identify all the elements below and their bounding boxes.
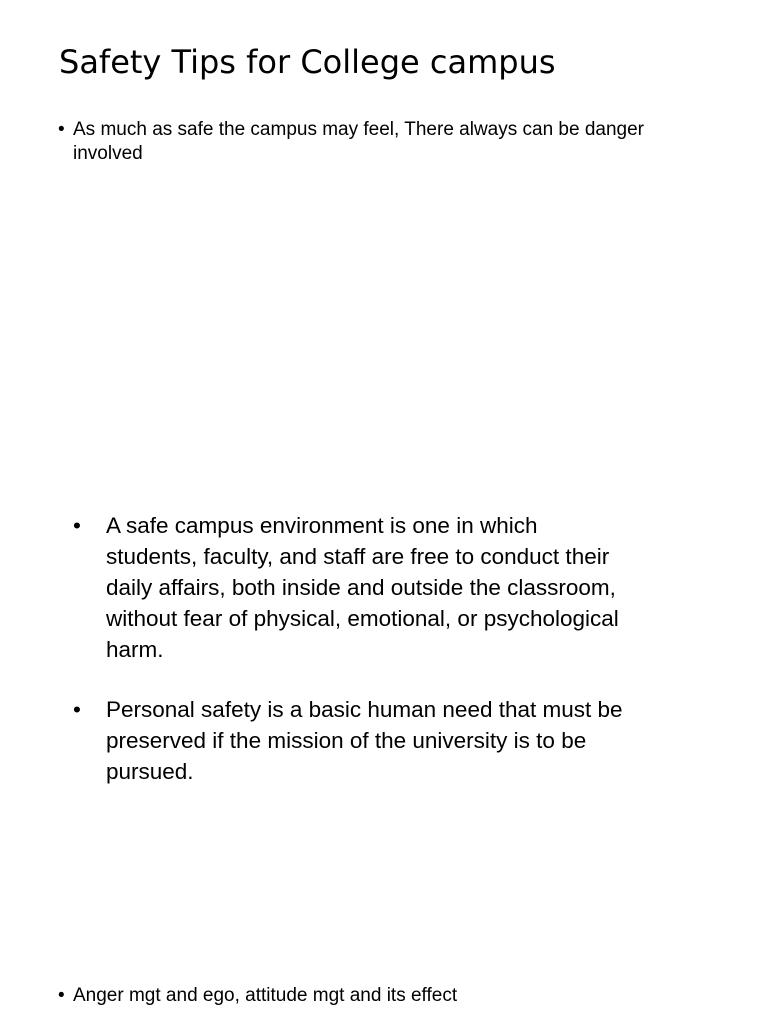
footer-bullet (58, 984, 698, 1008)
slide-title: Safety Tips for College campus (59, 43, 556, 81)
bullet-marker: • (58, 985, 65, 1006)
intro-bullet-text: As much as safe the campus may feel, There always can be danger involved (73, 119, 645, 164)
main-bullet-personal-safety (70, 694, 630, 787)
bullet-marker: • (58, 119, 65, 140)
main-bullet-text: A safe campus environment is one in which students, faculty, and staff are free to conduct their daily affairs, both inside and outside the classroom, without fear of physical, emotional, or psychological harm. (106, 513, 619, 662)
main-bullet-campus-environment (70, 510, 630, 665)
bullet-marker: • (73, 513, 81, 538)
bullet-marker: • (73, 697, 81, 722)
intro-bullet (58, 118, 698, 166)
main-bullet-text: Personal safety is a basic human need that must be preserved if the mission of the university is to be pursued. (106, 697, 623, 784)
footer-bullet-text: Anger mgt and ego, attitude mgt and its effect (73, 985, 458, 1006)
